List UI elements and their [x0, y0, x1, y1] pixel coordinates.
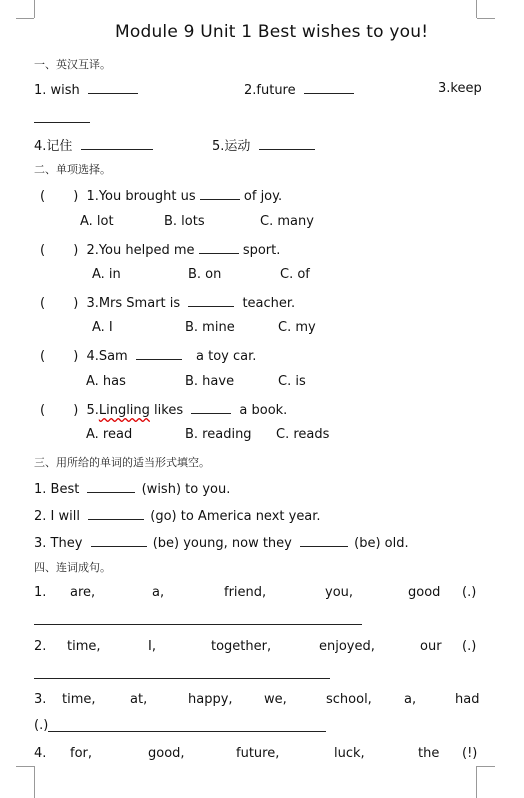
answer-blank[interactable]	[87, 480, 135, 493]
answer-blank[interactable]	[259, 137, 315, 150]
option[interactable]: B. mine	[185, 320, 235, 335]
crop-mark	[477, 18, 495, 19]
order-word: the	[418, 746, 440, 761]
answer-paren-open: (	[40, 349, 46, 364]
fill-text-mid: (be) young, now they	[152, 536, 292, 551]
choice-question-2	[40, 241, 280, 258]
order-word: luck,	[334, 746, 365, 761]
order-word: had	[455, 692, 480, 707]
fill-text-end: (be) old.	[354, 536, 409, 551]
translate-item-1	[34, 81, 138, 98]
crop-mark	[16, 766, 34, 767]
question-text-end: a book.	[239, 403, 288, 418]
fill-item-1	[34, 480, 230, 497]
answer-paren-open: (	[40, 403, 46, 418]
order-word: school,	[326, 692, 372, 707]
order-word: together,	[211, 639, 272, 654]
option[interactable]: A. lot	[80, 214, 114, 229]
answer-blank[interactable]	[81, 137, 153, 150]
choice-question-3	[40, 294, 295, 311]
order-word: (.)	[34, 718, 49, 733]
order-word: enjoyed,	[319, 639, 375, 654]
question-text: 4.Sam	[86, 349, 128, 364]
translate-item-3: 3.keep	[438, 81, 482, 96]
option[interactable]: A. has	[86, 374, 126, 389]
section-heading-3: 三、用所给的单词的适当形式填空。	[34, 456, 210, 469]
order-number: 3.	[34, 692, 47, 707]
answer-blank[interactable]	[191, 401, 231, 414]
order-word: (!)	[462, 746, 478, 761]
option[interactable]: A. I	[92, 320, 113, 335]
answer-paren-open: (	[40, 243, 46, 258]
question-text-end: of joy.	[243, 189, 283, 204]
question-text: 2.You helped me	[86, 243, 195, 258]
answer-paren-close[interactable]: )	[73, 296, 79, 311]
question-text-end: sport.	[242, 243, 281, 258]
option[interactable]: B. lots	[164, 214, 205, 229]
answer-paren-close[interactable]: )	[73, 403, 79, 418]
order-word: at,	[130, 692, 148, 707]
translate-label: 5.运动	[212, 139, 251, 154]
question-text-end: a toy car.	[196, 349, 257, 364]
answer-blank[interactable]	[304, 81, 354, 94]
order-word: friend,	[224, 585, 267, 600]
crop-mark	[16, 18, 34, 19]
answer-blank[interactable]	[88, 507, 144, 520]
option[interactable]: B. on	[188, 267, 222, 282]
crop-mark	[476, 0, 477, 18]
translate-item-2	[244, 81, 354, 98]
order-number: 1.	[34, 585, 47, 600]
answer-blank[interactable]	[34, 122, 90, 123]
order-word: we,	[264, 692, 287, 707]
option[interactable]: C. reads	[276, 427, 330, 442]
option[interactable]: B. reading	[185, 427, 252, 442]
order-word: I,	[148, 639, 156, 654]
option[interactable]: B. have	[185, 374, 235, 389]
answer-paren-close[interactable]: )	[73, 243, 79, 258]
option[interactable]: C. my	[278, 320, 316, 335]
answer-blank[interactable]	[188, 294, 234, 307]
answer-paren-open: (	[40, 189, 46, 204]
translate-label: 2.future	[244, 83, 296, 98]
order-word: time,	[67, 639, 101, 654]
answer-paren-open: (	[40, 296, 46, 311]
order-number: 2.	[34, 639, 47, 654]
order-number: 4.	[34, 746, 47, 761]
answer-line[interactable]	[48, 731, 326, 732]
answer-line[interactable]	[34, 678, 330, 679]
fill-text-end: (wish) to you.	[141, 482, 231, 497]
crop-mark	[34, 766, 35, 798]
option[interactable]: A. in	[92, 267, 121, 282]
section-heading-4: 四、连词成句。	[34, 561, 111, 574]
choice-question-1	[40, 187, 282, 204]
translate-item-4	[34, 135, 153, 154]
order-word: our	[420, 639, 442, 654]
fill-text-end: (go) to America next year.	[150, 509, 321, 524]
section-heading-2: 二、单项选择。	[34, 163, 111, 176]
translate-item-5	[212, 135, 315, 154]
crop-mark	[476, 766, 477, 798]
question-text-end: teacher.	[242, 296, 296, 311]
question-number: 5.	[86, 403, 99, 418]
order-word: a,	[404, 692, 417, 707]
option[interactable]: C. is	[278, 374, 306, 389]
question-text: 1.You brought us	[86, 189, 196, 204]
answer-line[interactable]	[34, 624, 362, 625]
answer-blank[interactable]	[199, 241, 239, 254]
order-word: for,	[70, 746, 93, 761]
order-word: happy,	[188, 692, 233, 707]
spellcheck-word: Lingling	[98, 403, 150, 418]
fill-item-3	[34, 534, 409, 551]
order-word: future,	[236, 746, 280, 761]
order-word: time,	[62, 692, 96, 707]
order-word: a,	[152, 585, 165, 600]
answer-blank[interactable]	[200, 187, 240, 200]
order-word: are,	[70, 585, 96, 600]
answer-blank[interactable]	[136, 347, 182, 360]
fill-text: 3. They	[34, 536, 83, 551]
order-word: good	[408, 585, 441, 600]
order-word: (.)	[462, 639, 477, 654]
option[interactable]: C. many	[260, 214, 314, 229]
fill-text: 1. Best	[34, 482, 80, 497]
section-heading-1: 一、英汉互译。	[34, 58, 111, 71]
order-word: good,	[148, 746, 185, 761]
answer-blank[interactable]	[88, 81, 138, 94]
answer-paren-close[interactable]: )	[73, 189, 79, 204]
answer-paren-close[interactable]: )	[73, 349, 79, 364]
choice-question-4	[40, 347, 256, 364]
question-text: likes	[149, 403, 184, 418]
question-text: 3.Mrs Smart is	[86, 296, 181, 311]
fill-text: 2. I will	[34, 509, 80, 524]
fill-item-2	[34, 507, 321, 524]
answer-blank[interactable]	[300, 534, 348, 547]
option[interactable]: C. of	[280, 267, 310, 282]
translate-label: 1. wish	[34, 83, 80, 98]
crop-mark	[34, 0, 35, 18]
option[interactable]: A. read	[86, 427, 133, 442]
order-word: (.)	[462, 585, 477, 600]
answer-blank[interactable]	[91, 534, 147, 547]
crop-mark	[477, 766, 495, 767]
choice-question-5	[40, 401, 287, 418]
page-title: Module 9 Unit 1 Best wishes to you!	[115, 22, 429, 42]
translate-label: 4.记住	[34, 139, 73, 154]
order-word: you,	[325, 585, 354, 600]
